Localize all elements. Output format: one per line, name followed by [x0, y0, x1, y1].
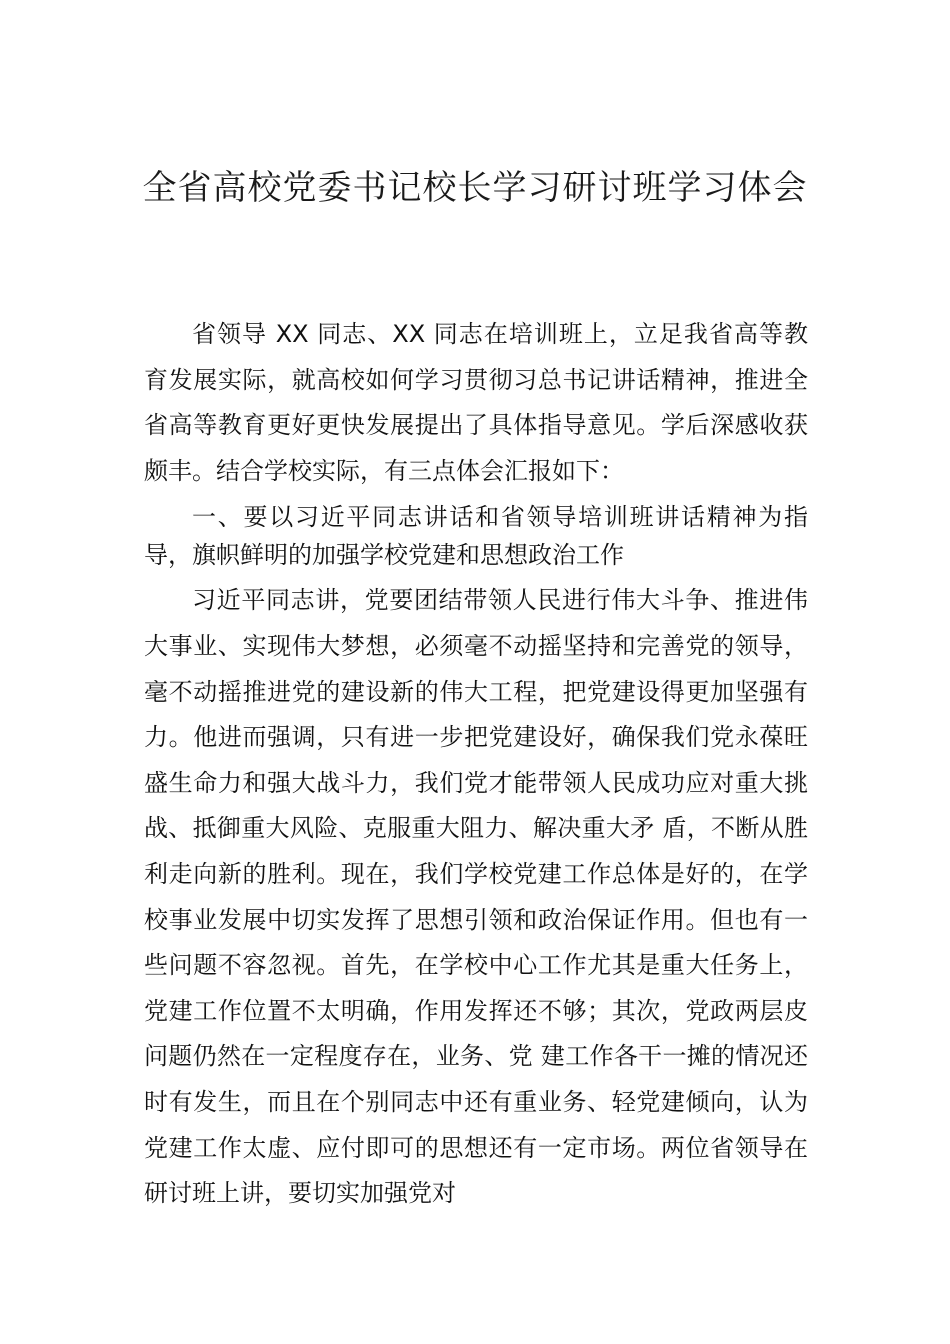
paragraph-section-1: 习近平同志讲，党要团结带领人民进行伟大斗争、推进伟大事业、实现伟大梦想，必须毫不动摇坚持和完善党的领导，毫不动摇推进党的建设新的伟大工程，把党建设得更加坚强有力。他进而强调，只有进一步把党建设好，确保我们党永葆旺盛生命力和强大战斗力，我们党才能带领人民成功应对重大挑战、抵御重大风险、克服重大阻力、解决重大矛 盾，不断从胜利走向新的胜利。现在，我们学校党建工作总体是好的，在学校事业发展中切实发挥了思想引领和政治保证作用。但也有一些问题不容忽视。首先，在学校中心工作尤其是重大任务上，党建工作位置不太明确，作用发挥还不够；其次，党政两层皮问题仍然在一定程度存在，业务、党 建工作各干一摊的情况还时有发生，而且在个别同志中还有重业务、轻党建倾向，认为党建工作太虚、应付即可的思想还有一定市场。两位省领导在研讨班上讲，要切实加强党对	[144, 586, 808, 1208]
section-heading-1: 一、要以习近平同志讲话和省领导培训班讲话精神为指导，旗帜鲜明的加强学校党建和思想政治工作	[144, 503, 808, 570]
document-body	[144, 312, 808, 1217]
document-title: 全省高校党委书记校长学习研讨班学习体会	[142, 168, 808, 208]
paragraph-intro: 省领导 XX 同志、XX 同志在培训班上，立足我省高等教育发展实际，就高校如何学习贯彻习总书记讲话精神，推进全省高等教育更好更快发展提出了具体指导意见。学后深感收获颇丰。结合学校实际，有三点体会汇报如下：	[144, 320, 808, 485]
